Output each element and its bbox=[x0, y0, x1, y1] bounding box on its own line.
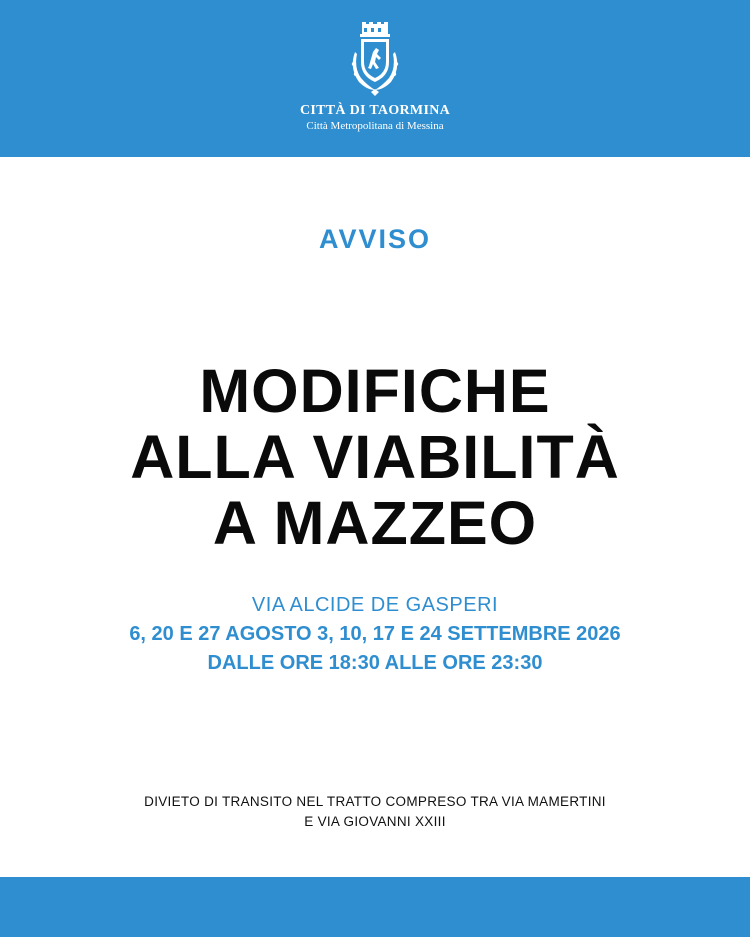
city-subtitle: Città Metropolitana di Messina bbox=[306, 120, 444, 132]
notice-title-line-1: MODIFICHE bbox=[199, 357, 551, 425]
notice-title bbox=[0, 358, 750, 556]
street-name: VIA ALCIDE DE GASPERI bbox=[251, 594, 499, 616]
traffic-restriction-text bbox=[0, 792, 750, 832]
restriction-line-2: E VIA GIOVANNI XXIII bbox=[304, 814, 446, 829]
notice-title-line-2: ALLA VIABILITÀ bbox=[130, 423, 620, 491]
header-band bbox=[0, 0, 750, 157]
notice-details bbox=[0, 591, 750, 678]
city-name: CITTÀ DI TAORMINA bbox=[299, 103, 451, 118]
restriction-line-1: DIVIETO DI TRANSITO NEL TRATTO COMPRESO TRA VIA MAMERTINI bbox=[144, 794, 606, 809]
notice-label: AVVISO bbox=[318, 224, 432, 254]
event-dates: 6, 20 E 27 AGOSTO 3, 10, 17 E 24 SETTEMBRE 2026 bbox=[129, 623, 621, 645]
notice-title-line-3: A MAZZEO bbox=[212, 489, 538, 557]
city-crest-icon bbox=[345, 22, 405, 98]
footer-band bbox=[0, 877, 750, 937]
event-hours: DALLE ORE 18:30 ALLE ORE 23:30 bbox=[207, 652, 543, 674]
